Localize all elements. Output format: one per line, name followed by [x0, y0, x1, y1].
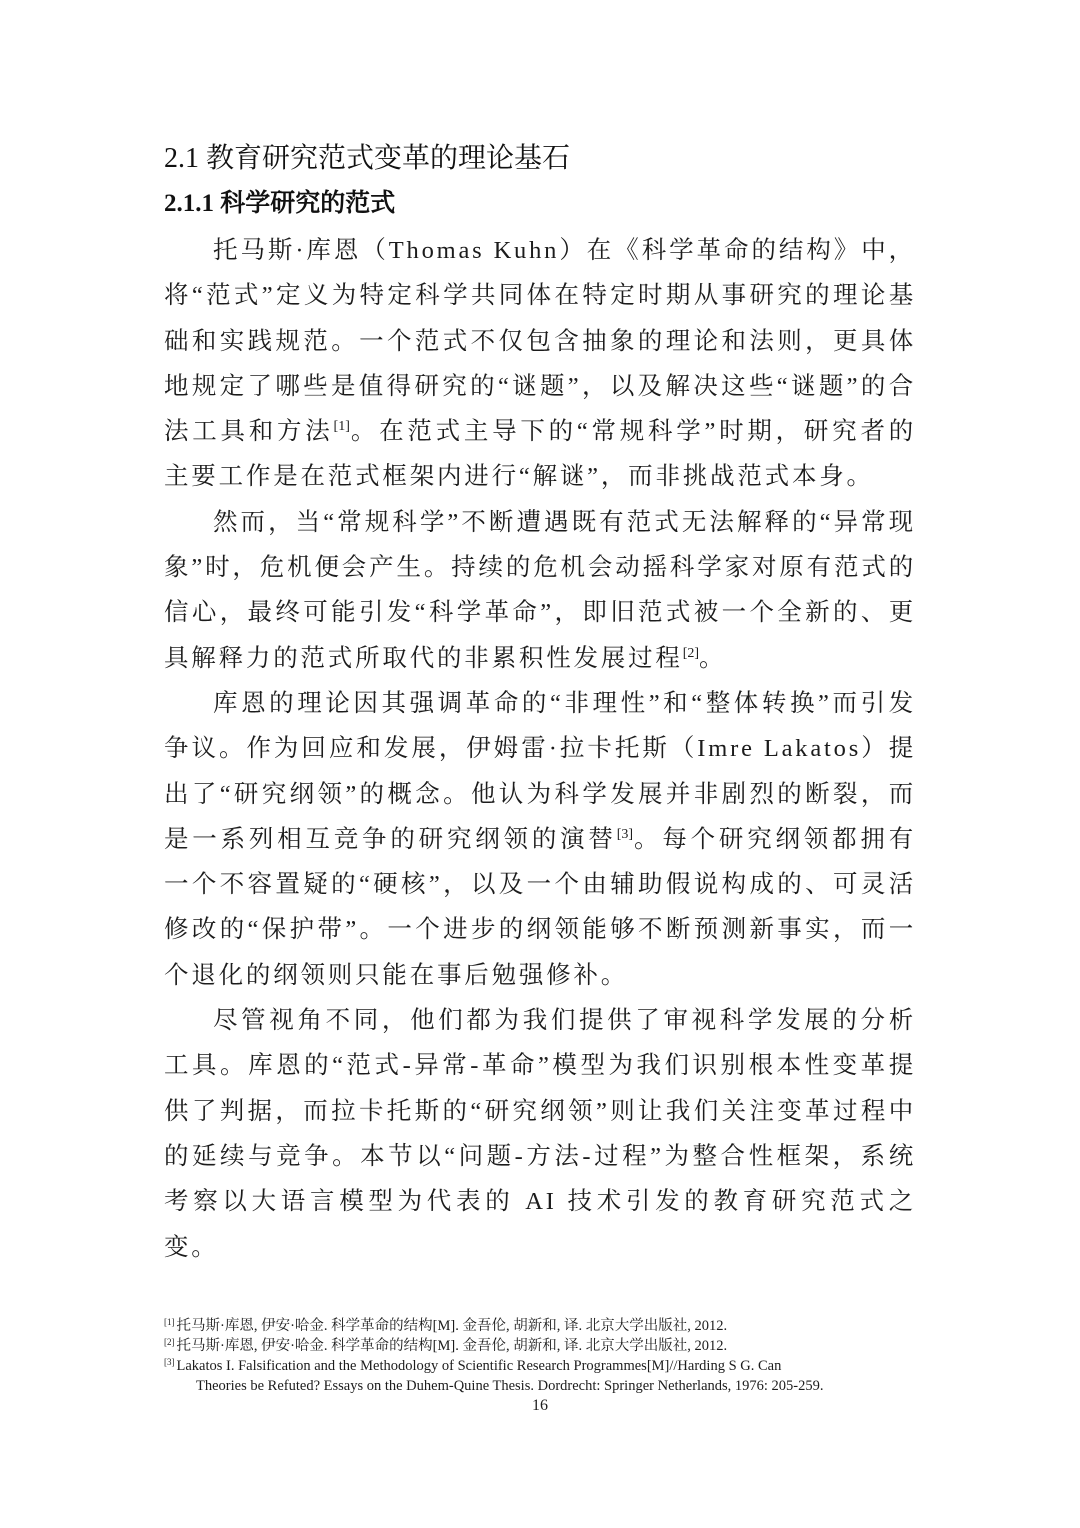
paragraph-text: 。	[699, 644, 727, 672]
subsection-title: 2.1.1 科学研究的范式	[164, 190, 396, 217]
footnote-mark: [3]	[164, 1357, 175, 1367]
page-number: 16	[532, 1397, 548, 1414]
paragraph	[164, 681, 916, 998]
paragraph-text: 托马斯·库恩（Thomas Kuhn）在《科学革命的结构》中，将“范式”定义为特定科学共同体在特定时期从事研究的理论基础和实践规范。一个范式不仅包含抽象的理论和法则，更具体地规定了哪些是值得研究的“谜题”，以及解决这些“谜题”的合法工具和方法	[164, 237, 916, 446]
footnote-mark: [2]	[164, 1337, 175, 1347]
footnote-text: 托马斯·库恩, 伊安·哈金. 科学革命的结构[M]. 金吾伦, 胡新和, 译. 北京大学出版社, 2012.	[176, 1318, 728, 1334]
footnote-mark: [1]	[164, 1317, 175, 1327]
paragraph-text: 。每个研究纲领都拥有一个不容置疑的“硬核”，以及一个由辅助假说构成的、可灵活修改的“保护带”。一个进步的纲领能够不断预测新事实，而一个退化的纲领则只能在事后勉强修补。	[164, 825, 916, 989]
paragraph-text: 尽管视角不同，他们都为我们提供了审视科学发展的分析工具。库恩的“范式-异常-革命”模型为我们识别根本性变革提供了判据，而拉卡托斯的“研究纲领”则让我们关注变革过程中的延续与竞争。本节以“问题-方法-过程”为整合性框架，系统考察以大语言模型为代表的 AI 技术引发的教育研究范式之变。	[164, 1007, 916, 1261]
citation-ref: [1]	[333, 419, 350, 435]
paragraph-text: 然而，当“常规科学”不断遭遇既有范式无法解释的“异常现象”时，危机便会产生。持续的危机会动摇科学家对原有范式的信心，最终可能引发“科学革命”，即旧范式被一个全新的、更具解释力的范式所取代的非累积性发展过程	[164, 508, 916, 672]
footnote	[164, 1336, 924, 1356]
section-title: 2.1 教育研究范式变革的理论基石	[164, 143, 571, 174]
footnote-text: 托马斯·库恩, 伊安·哈金. 科学革命的结构[M]. 金吾伦, 胡新和, 译. 北京大学出版社, 2012.	[176, 1338, 728, 1354]
footnotes	[164, 1316, 924, 1396]
body-text	[164, 228, 916, 1270]
footnote-text: Theories be Refuted? Essays on the Duhem-Quine Thesis. Dordrecht: Springer Netherlands, 1976: 205-259.	[196, 1378, 824, 1394]
citation-ref: [3]	[616, 826, 634, 842]
paragraph-text: 。在范式主导下的“常规科学”时期，研究者的主要工作是在范式框架内进行“解谜”，而非挑战范式本身。	[164, 418, 916, 491]
citation-ref: [2]	[682, 645, 700, 661]
footnote-text: Lakatos I. Falsification and the Methodology of Scientific Research Programmes[M]//Harding S G. Can	[176, 1358, 782, 1374]
paragraph	[164, 998, 916, 1270]
footnote	[164, 1316, 924, 1336]
paragraph	[164, 228, 916, 500]
paragraph-text: 库恩的理论因其强调革命的“非理性”和“整体转换”而引发争议。作为回应和发展，伊姆雷·拉卡托斯（Imre Lakatos）提出了“研究纲领”的概念。他认为科学发展并非剧烈的断裂，而是一系列相互竞争的研究纲领的演替	[164, 689, 916, 853]
paragraph	[164, 500, 916, 681]
footnote	[164, 1356, 924, 1376]
footnote-continuation	[164, 1376, 924, 1396]
